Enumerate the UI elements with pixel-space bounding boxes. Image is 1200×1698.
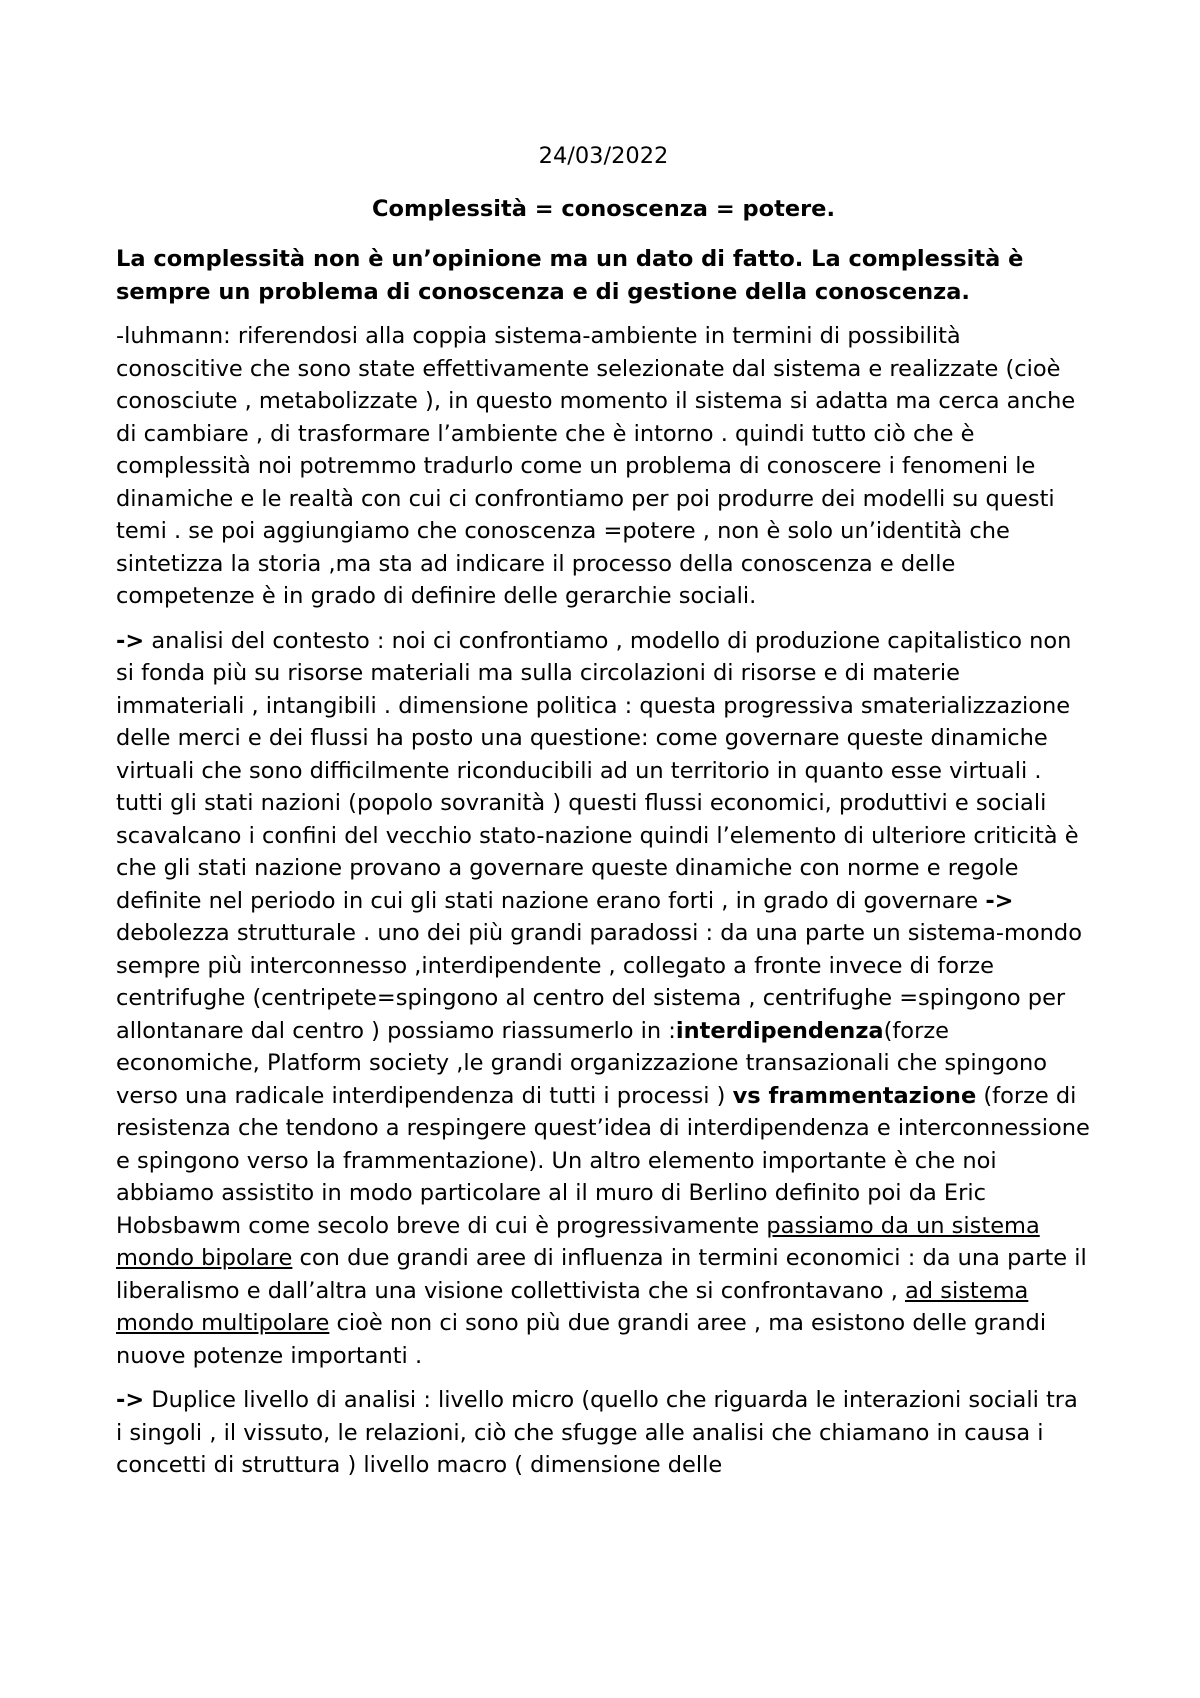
- document-title: Complessità = conoscenza = potere.: [371, 195, 835, 222]
- paragraph-luhmann: -luhmann: riferendosi alla coppia sistema-ambiente in termini di possibilità conoscitive che sono state effettivamente selezionate dal sistema e realizzate (cioè conosciute , metabolizzate ), in questo momento il sistema si adatta ma cerca anche di cambiare , di trasformare l’ambiente che è intorno . quindi tutto ciò che è complessità noi potremmo tradurlo come un problema di conoscere i fenomeni le dinamiche e le realtà con cui ci confrontiamo per poi produrre dei modelli su questi temi . se poi aggiungiamo che conoscenza =potere , non è solo un’identità che sintetizza la storia ,ma sta ad indicare il processo della conoscenza e delle competenze è in grado di definire delle gerarchie sociali.: [116, 323, 1076, 609]
- arrow-marker: ->: [985, 887, 1014, 914]
- paragraph-text: (forze di resistenza che tendono a respingere quest’idea di interdipendenza e interconnessione e spingono verso la frammentazione). Un altro elemento importante è che noi abbiamo assistito in modo particolare al il muro di Berlino definito poi da Eric Hobsbawm come secolo breve di cui è progressivamente: [116, 1082, 1090, 1239]
- document-date: 24/03/2022: [538, 143, 669, 169]
- paragraph-text: cioè non ci sono più due grandi aree , ma esistono delle grandi nuove potenze importanti .: [116, 1310, 1047, 1369]
- underlined-multipolar: ad sistema mondo multipolare: [116, 1277, 1029, 1336]
- paragraph-text: analisi del contesto : noi ci confrontiamo , modello di produzione capitalistico non si fonda più su risorse materiali ma sulla circolazioni di risorse e di materie immateriali , intangibili . dimensione politica : questa progressiva smaterializzazione delle merci e dei flussi ha posto una questione: come governare queste dinamiche virtuali che sono difficilmente riconducibili ad un territorio in quanto esse virtuali . tutti gli stati nazioni (popolo sovranità ) questi flussi economici, produttivi e sociali scavalcano i confini del vecchio stato-nazione quindi l’elemento di ulteriore criticità è che gli stati nazione provano a governare queste dinamiche con norme e regole definite nel periodo in cui gli stati nazione erano forti , in grado di governare: [116, 627, 1079, 914]
- underlined-bipolar: passiamo da un sistema mondo bipolare: [116, 1212, 1040, 1271]
- paragraph-text: (forze economiche, Platform society ,le grandi organizzazione transazionali che spingono verso una radicale interdipendenza di tutti i processi ): [116, 1017, 1047, 1109]
- paragraph-text: debolezza strutturale . uno dei più grandi paradossi : da una parte un sistema-mondo sempre più interconnesso ,interdipendente , collegato a fronte invece di forze centrifughe (centripete=spingono al centro del sistema , centrifughe =spingono per allontanare dal centro ) possiamo riassumerlo in :: [116, 920, 1082, 1044]
- paragraph-text: con due grandi aree di influenza in termini economici : da una parte il liberalismo e dall’altra una visione collettivista che si confrontavano ,: [116, 1245, 1087, 1304]
- paragraph-analysis-levels: [116, 1384, 1091, 1482]
- paragraph-context-analysis: [116, 625, 1091, 1373]
- arrow-marker: ->: [116, 627, 145, 654]
- term-interdipendenza: interdipendenza: [675, 1017, 884, 1044]
- arrow-marker: ->: [116, 1387, 145, 1413]
- paragraph-text: Duplice livello di analisi : livello micro (quello che riguarda le interazioni sociali tra i singoli , il vissuto, le relazioni, ciò che sfugge alle analisi che chiamano in causa i concetti di struttura ) livello macro ( dimensione delle: [116, 1387, 1078, 1478]
- lead-paragraph: La complessità non è un’opinione ma un dato di fatto. La complessità è sempre un problema di conoscenza e di gestione della conoscenza.: [116, 246, 1024, 305]
- document-body: [116, 140, 1091, 1494]
- term-vs-frammentazione: vs frammentazione: [732, 1082, 977, 1109]
